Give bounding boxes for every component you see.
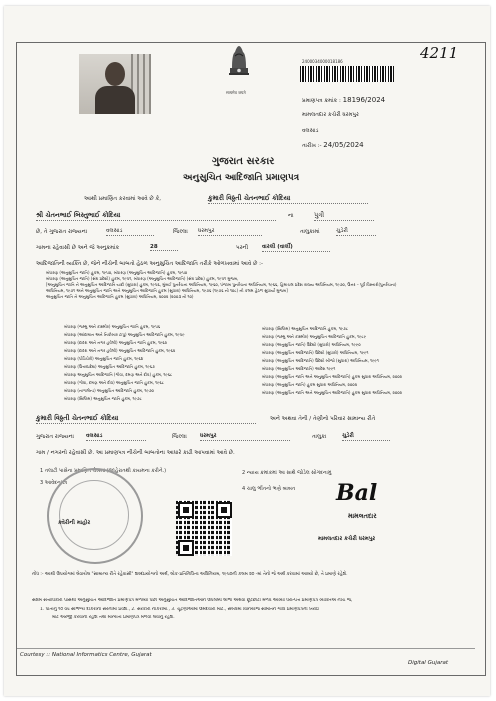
order-item: બંધારણ (અનુસુચિત જાતિ) હુકમ સુધારા અધિનિયમ, ૨૦૦૨ — [262, 382, 358, 387]
taluka-label: તાલુકામાં — [300, 229, 320, 235]
family-village: ચુડેરી — [342, 433, 390, 441]
seal-text: ક્વેરીની માહોર — [58, 520, 91, 526]
state-prefix: છે, તે ગુજરાત રાજ્યના — [36, 229, 88, 235]
order-item: બંધારણ અનુસુચિત આદિજાતિ (ગોવા, દમણ અને દીવ) હુકમ, ૧૯૬૮ — [64, 372, 173, 377]
basis-item: 4 ચાલુ ભીંતનો ભણે બાબત — [242, 486, 296, 492]
footer-digital-gujarat: Digital Gujarat — [408, 660, 449, 666]
barcode-number: 2400034000018186 — [302, 59, 343, 64]
person-name: કુમારી વિઠ્ઠતી ચેતનભાઈ કોદિયા — [208, 194, 368, 204]
order-item: બંધારણ (સિક્કિમ) અનુસુચિત આદિજાતિ હુકમ, ૧૯૭૮ — [262, 326, 349, 331]
certificate-title: અનુસુચિત આદિજાતિ પ્રમાણપત્ર — [183, 173, 300, 183]
intro-prefix: આથી પ્રમાણિત કરવામાં આવે છે કે, — [84, 196, 162, 202]
village-prefix: ગામના રહેવાસી છે અને જે અનુક્રમાંક — [36, 245, 120, 251]
qr-code — [176, 500, 232, 556]
order-item: બંધારણ (નાગાલેન્ડ) અનુસુચિત આદિજાતિ હુકમ, ૧૯૭૦ — [64, 388, 154, 393]
district-line: વલસાડ — [302, 128, 319, 134]
district-label: જિલ્લા — [173, 229, 188, 235]
handwritten-doc-number: 4211 — [420, 44, 459, 62]
order-item: બંધારણ (દાદરા અને નગર હવેલી) અનુસુચિત આદિજાતિ હુકમ, ૧૯૬૨ — [64, 348, 176, 353]
caste-label: પરની — [236, 245, 249, 251]
order-item: બંધારણ (દાદરા અને નગર હવેલી) અનુસુચિત જાતિ હુકમ, ૧૯૬૨ — [64, 340, 167, 345]
certificate-number: 18196/2024 — [342, 96, 386, 104]
orders-top-list — [46, 270, 466, 300]
order-item: બંધારણ (જમ્મુ અને કાશ્મીર) અનુસુચિત જાતિ હુકમ, ૧૯૫૬ — [64, 324, 161, 329]
orders-right-list — [262, 326, 472, 398]
family-district-label: જિલ્લા — [172, 434, 187, 440]
father-name: શ્રી ચેતનભાઈ બિસ્તુભાઈ કોદિયા — [36, 211, 276, 221]
signatory-title: મામલતદાર — [348, 512, 377, 520]
order-item: બંધારણ (ઉત્તરપ્રદેશ) અનુસુચિત આદિજાતિ હુકમ, ૧૯૬૭ — [64, 364, 155, 369]
orders-left-list — [64, 324, 254, 404]
family-state-prefix: ગુજરાત રાજ્યના — [36, 434, 74, 440]
footer-divider — [17, 648, 475, 649]
state-district: વલસાડ — [106, 228, 154, 236]
instructions-intro: સક્ષમ સત્તાધિકારી પાસેથી અનુસુચિત આદિજાતિ પ્રમાણપત્ર મેળવ્યા પછી અનુસુચિત આદિજાતિઓને ઉપલબ્ધ લાભો અથવા છૂટછાટો મેળવ આવ્યા ધરોત્પત્ત પ્રમાણપત્ર વ્યક્તિએ નીચે જ, — [32, 598, 353, 603]
order-item: અધિનિયમ, ૧૯૭૧ અને અનુસુચિત જાતિ અને અનુસુચિત આદિજાતિ હુકમ (સુધારા) અધિનિયમ, ૧૯૭૬ (૧૯૭૬ નો ૧૦૮) ની કલમ હેઠળ સુધાર્યા મુજબ] — [46, 288, 288, 293]
basis-item: 3 આવેદનપત્ર — [40, 480, 68, 486]
relation-value: પુત્રી — [314, 211, 374, 221]
certificate-date: 24/05/2024 — [323, 141, 364, 149]
order-item: બંધારણ (અનુસુચિત આદિજાતિ) ઉદેશો (સુધારો) અધિનિયમ, ૧૯૯૧ — [262, 350, 369, 355]
order-item: બંધારણ (આંદામાન અને નિકોબાર ટાપુ) અનુસુચિત આદિજાતિ હુકમ, ૧૯૫૯ — [64, 332, 185, 337]
order-item: બંધારણ (અનુસુચિત જાતિ) (સંઘ પ્રદેશો) હુકમ, ૧૯૫૧, બંધારણ (અનુસુચિત આદિજાતિ) (સંઘ પ્રદેશ) હુકમ, ૧૯૫૧ મુજબ, — [46, 276, 239, 281]
order-item: બંધારણ (અનુસુચિત જાતિ) ઉદેશો (સુધારો) અધિનિયમ, ૧૯૯૦ — [262, 342, 361, 347]
applicant-photo — [79, 54, 151, 114]
footer-courtesy: Courtesy :: National Informatics Centre, Gujarat — [20, 652, 152, 658]
barcode — [300, 66, 394, 82]
footnote: નોંધ :- આથી ઉપયોગમાં લેવાયેલ "સામાન્ય રીતે રહેવાસી" શબ્દપ્રયોગનો અર્થ, લોક-પ્રતિનિધિત્વ અધિનિયમ, ૧૯૫૦ની કલમ ૨૦ -માં તેનો જે અર્થ કરવામાં આવ્યો છે, તે પ્રમાણે રહેશે. — [32, 572, 348, 577]
order-item: બંધારણ (અનુસુચિત જાતિ અને અનુસુચિત આદિજાતિ) હુકમ સુધારા અધિનિયમ, ૨૦૦૨ — [262, 374, 402, 379]
order-item: બંધારણ (ગોવા, દમણ અને દીવ) અનુસુચિત જાતિ હુકમ, ૧૯૬૮ — [64, 380, 164, 385]
order-item: બંધારણ (જમ્મુ અને કાશ્મીર) અનુસુચિત આદિજાતિ હુકમ, ૧૯૮૯ — [262, 334, 367, 339]
official-seal-stamp — [47, 468, 143, 564]
instructions-line: 1. પોતાનું ૧૦ વર્ષે સાંભળ્ય દીકરીના સરનામા પ્રવેશ., 2. સરકારી નોકરીમાં., 3. ચૂંટણીઓમાં ઉમેદવારી માટે., સંબંધમાં વિનિયોજ સમિતિને ગાંધિ પ્રમાણપત્રની ખરાઈ — [40, 607, 320, 612]
serial-number: 28 — [150, 244, 178, 251]
relation-label: ના — [288, 213, 294, 219]
national-emblem-icon — [224, 42, 254, 82]
order-item: બંધારણ (અનુસુચિત આદિજાતિ) ઉદેશો બીજો (સુધારા) અધિનિયમ, ૧૯૯૧ — [262, 358, 379, 363]
family-taluka-label: તાલુકા — [312, 434, 327, 440]
taluka-village: ચુડેરી — [336, 228, 376, 236]
family-village-suffix: ગામ / નગરનો રહેવાસી છે. આ પ્રમાણપત્ર નીચેની બાબતોના આધારે કાઢી આપવામાં આવે છે. — [36, 450, 235, 456]
order-item: બંધારણ (અનુસુચિત જાતિ) હુકમ, ૧૯૫૦, બંધારણ (અનુસુચિત આદિજાતિ) હુકમ, ૧૯૫૦ — [46, 270, 188, 275]
family-name: કુમારી વિઠ્ઠતી ચેતનભાઈ કોદિયા — [36, 414, 256, 424]
order-item: બંધારણ (અનુસુચિત આદિજાતિ) આદેશ ૧૯૯૧ — [262, 366, 336, 371]
gov-title: ગુજરાત સરકાર — [212, 156, 275, 167]
certificate-number-label: પ્રમાણપત્ર ક્રમાંક : 18196/2024 — [302, 96, 386, 104]
office-line: મામલતદાર કચેરી ધરમપુર — [302, 112, 359, 118]
order-item: અનુસુચિત જાતિ ને અનુસુચિત આદિજાતિ હુકમ (સુધારા) અધિનિયમ, ૨૦૦૨ (૨૦૦૩ નો ૧૦) — [46, 294, 194, 299]
order-item: બંધારણ (સિક્કિમ) અનુસુચિત જાતિ હુકમ, ૧૯૭૮ — [64, 396, 142, 401]
order-item: બંધારણ (અનુસુચિત જાતિ અને અનુસુચિત આદિજાતિ) હુકમ સુધારા અધિનિયમ, ૨૦૦૨ — [262, 390, 402, 395]
emblem-caption: सत्यमेव जयते — [226, 90, 246, 95]
instructions-line: માટે અરજી કરવાની રહેશે તથા માન્યતા પ્રમાણપત્ર મેળવી લેવાનું રહેશે. — [52, 615, 175, 620]
family-district: વલસાડ — [86, 433, 146, 441]
paragraph-intro: આદિજાતિની વ્યક્તિ છે, જેને નીચેની બાબતો હેઠળ અનુસુચિત આદિજાતિ તરીકે ઓળખવામાં આવે છે :- — [36, 261, 263, 267]
family-taluka: ધરમપુર — [200, 433, 290, 441]
order-item: બંધારણ (પોંડિચેરી) અનુસુચિત જાતિ હુકમ, ૧૯૬૪ — [64, 356, 144, 361]
basis-item: 1 તલાટી પાસેના પ્રમાણિત લેખમાં (જાહેરાતથી કાયમના કરીને.) — [40, 468, 167, 474]
taluka-district: ધરમપુર — [198, 228, 262, 236]
signatory-office: મામલતદાર કચેરી ધરમપુર — [318, 536, 376, 542]
order-item: [અનુસુચિત જાતિ ને અનુસુચિત આદિજાતિ યાદી (સુધારા) હુકમ, ૧૯૫૬, મુંબઈ પુનર્રચના અધિનિયમ, ૧૯૬૦, પંજાબ પુનર્રચના અધિનિયમ, ૧૯૬૬, હિમાચલ પ્રદેશ રાજ્ય અધિનિયમ, ૧૯૭૦, ઉત્તર – પૂર્વ વિસ્તારો(પુનર્રચના) — [46, 282, 397, 287]
caste-value: વારલી (વાર્લી) — [262, 244, 330, 252]
date-line: તારીખ :- 24/05/2024 — [302, 141, 364, 149]
family-suffix: અને અથવા તેની / તેણીનો પરિવાર સામાન્ય રીતે — [270, 416, 376, 422]
basis-item: 2 ન્યાય ક્રમાંકમાં આ સાથે જોડેલ સોગંદનામું — [242, 470, 332, 476]
signature: Bal — [336, 480, 378, 506]
